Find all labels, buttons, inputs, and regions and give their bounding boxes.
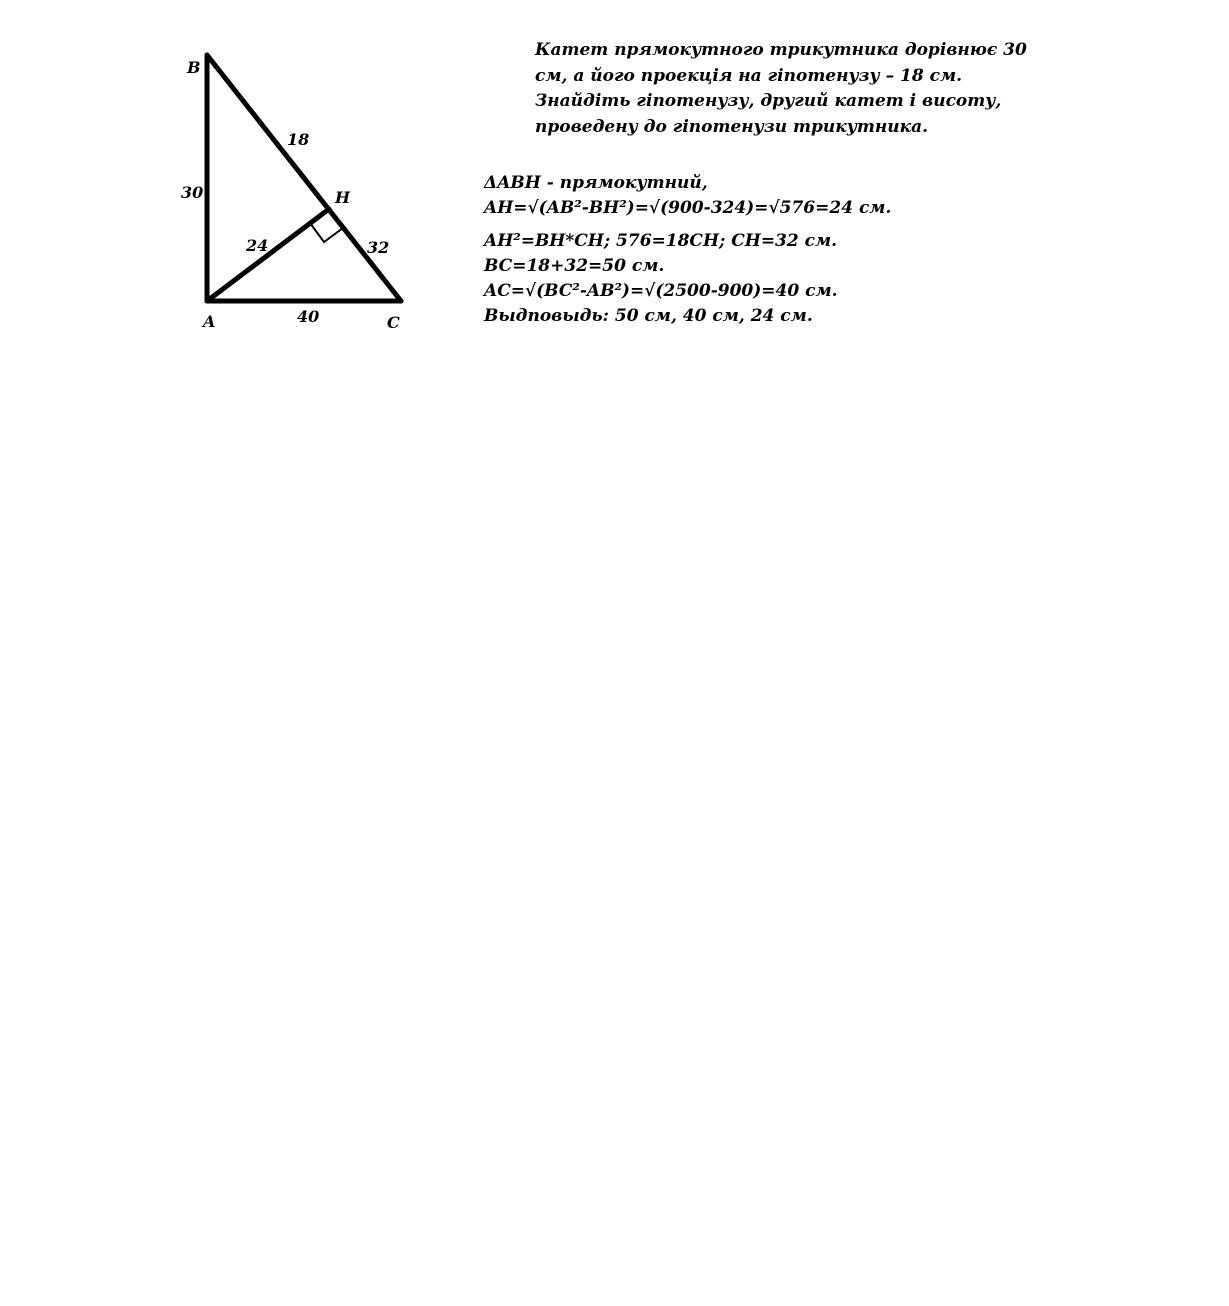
- side-bc: [207, 55, 401, 301]
- length-label-bh: 18: [287, 130, 310, 149]
- problem-line: Катет прямокутного трикутника дорівнює 30: [535, 40, 1027, 60]
- solution: [484, 171, 1004, 329]
- length-label-ah: 24: [246, 236, 269, 255]
- point-label-a: A: [203, 312, 216, 331]
- problem-line: Знайдіть гіпотенузу, другий катет і висоту,: [535, 91, 1002, 111]
- point-label-c: C: [387, 313, 400, 332]
- solution-line: AC=√(BC²-AB²)=√(2500-900)=40 см.: [484, 281, 838, 301]
- problem-line: см, а його проекція на гіпотенузу – 18 см.: [535, 65, 963, 86]
- solution-line: BC=18+32=50 см.: [484, 256, 665, 276]
- length-label-hc: 32: [367, 238, 390, 257]
- right-angle-marker: [310, 223, 343, 242]
- solution-line: AH²=BH*CH; 576=18CH; CH=32 см.: [484, 231, 838, 251]
- solution-line: ΔABH - прямокутний,: [484, 173, 708, 193]
- problem-statement: [535, 38, 1027, 140]
- length-label-ab: 30: [181, 183, 204, 202]
- answer-line: Выдповыдь: 50 см, 40 см, 24 см.: [484, 306, 813, 326]
- problem-line: проведену до гіпотенузи трикутника.: [535, 116, 929, 137]
- solution-line: AH=√(AB²-BH²)=√(900-324)=√576=24 см.: [484, 198, 892, 218]
- point-label-h: H: [335, 188, 351, 207]
- point-label-b: B: [187, 58, 201, 77]
- length-label-ac: 40: [297, 307, 320, 326]
